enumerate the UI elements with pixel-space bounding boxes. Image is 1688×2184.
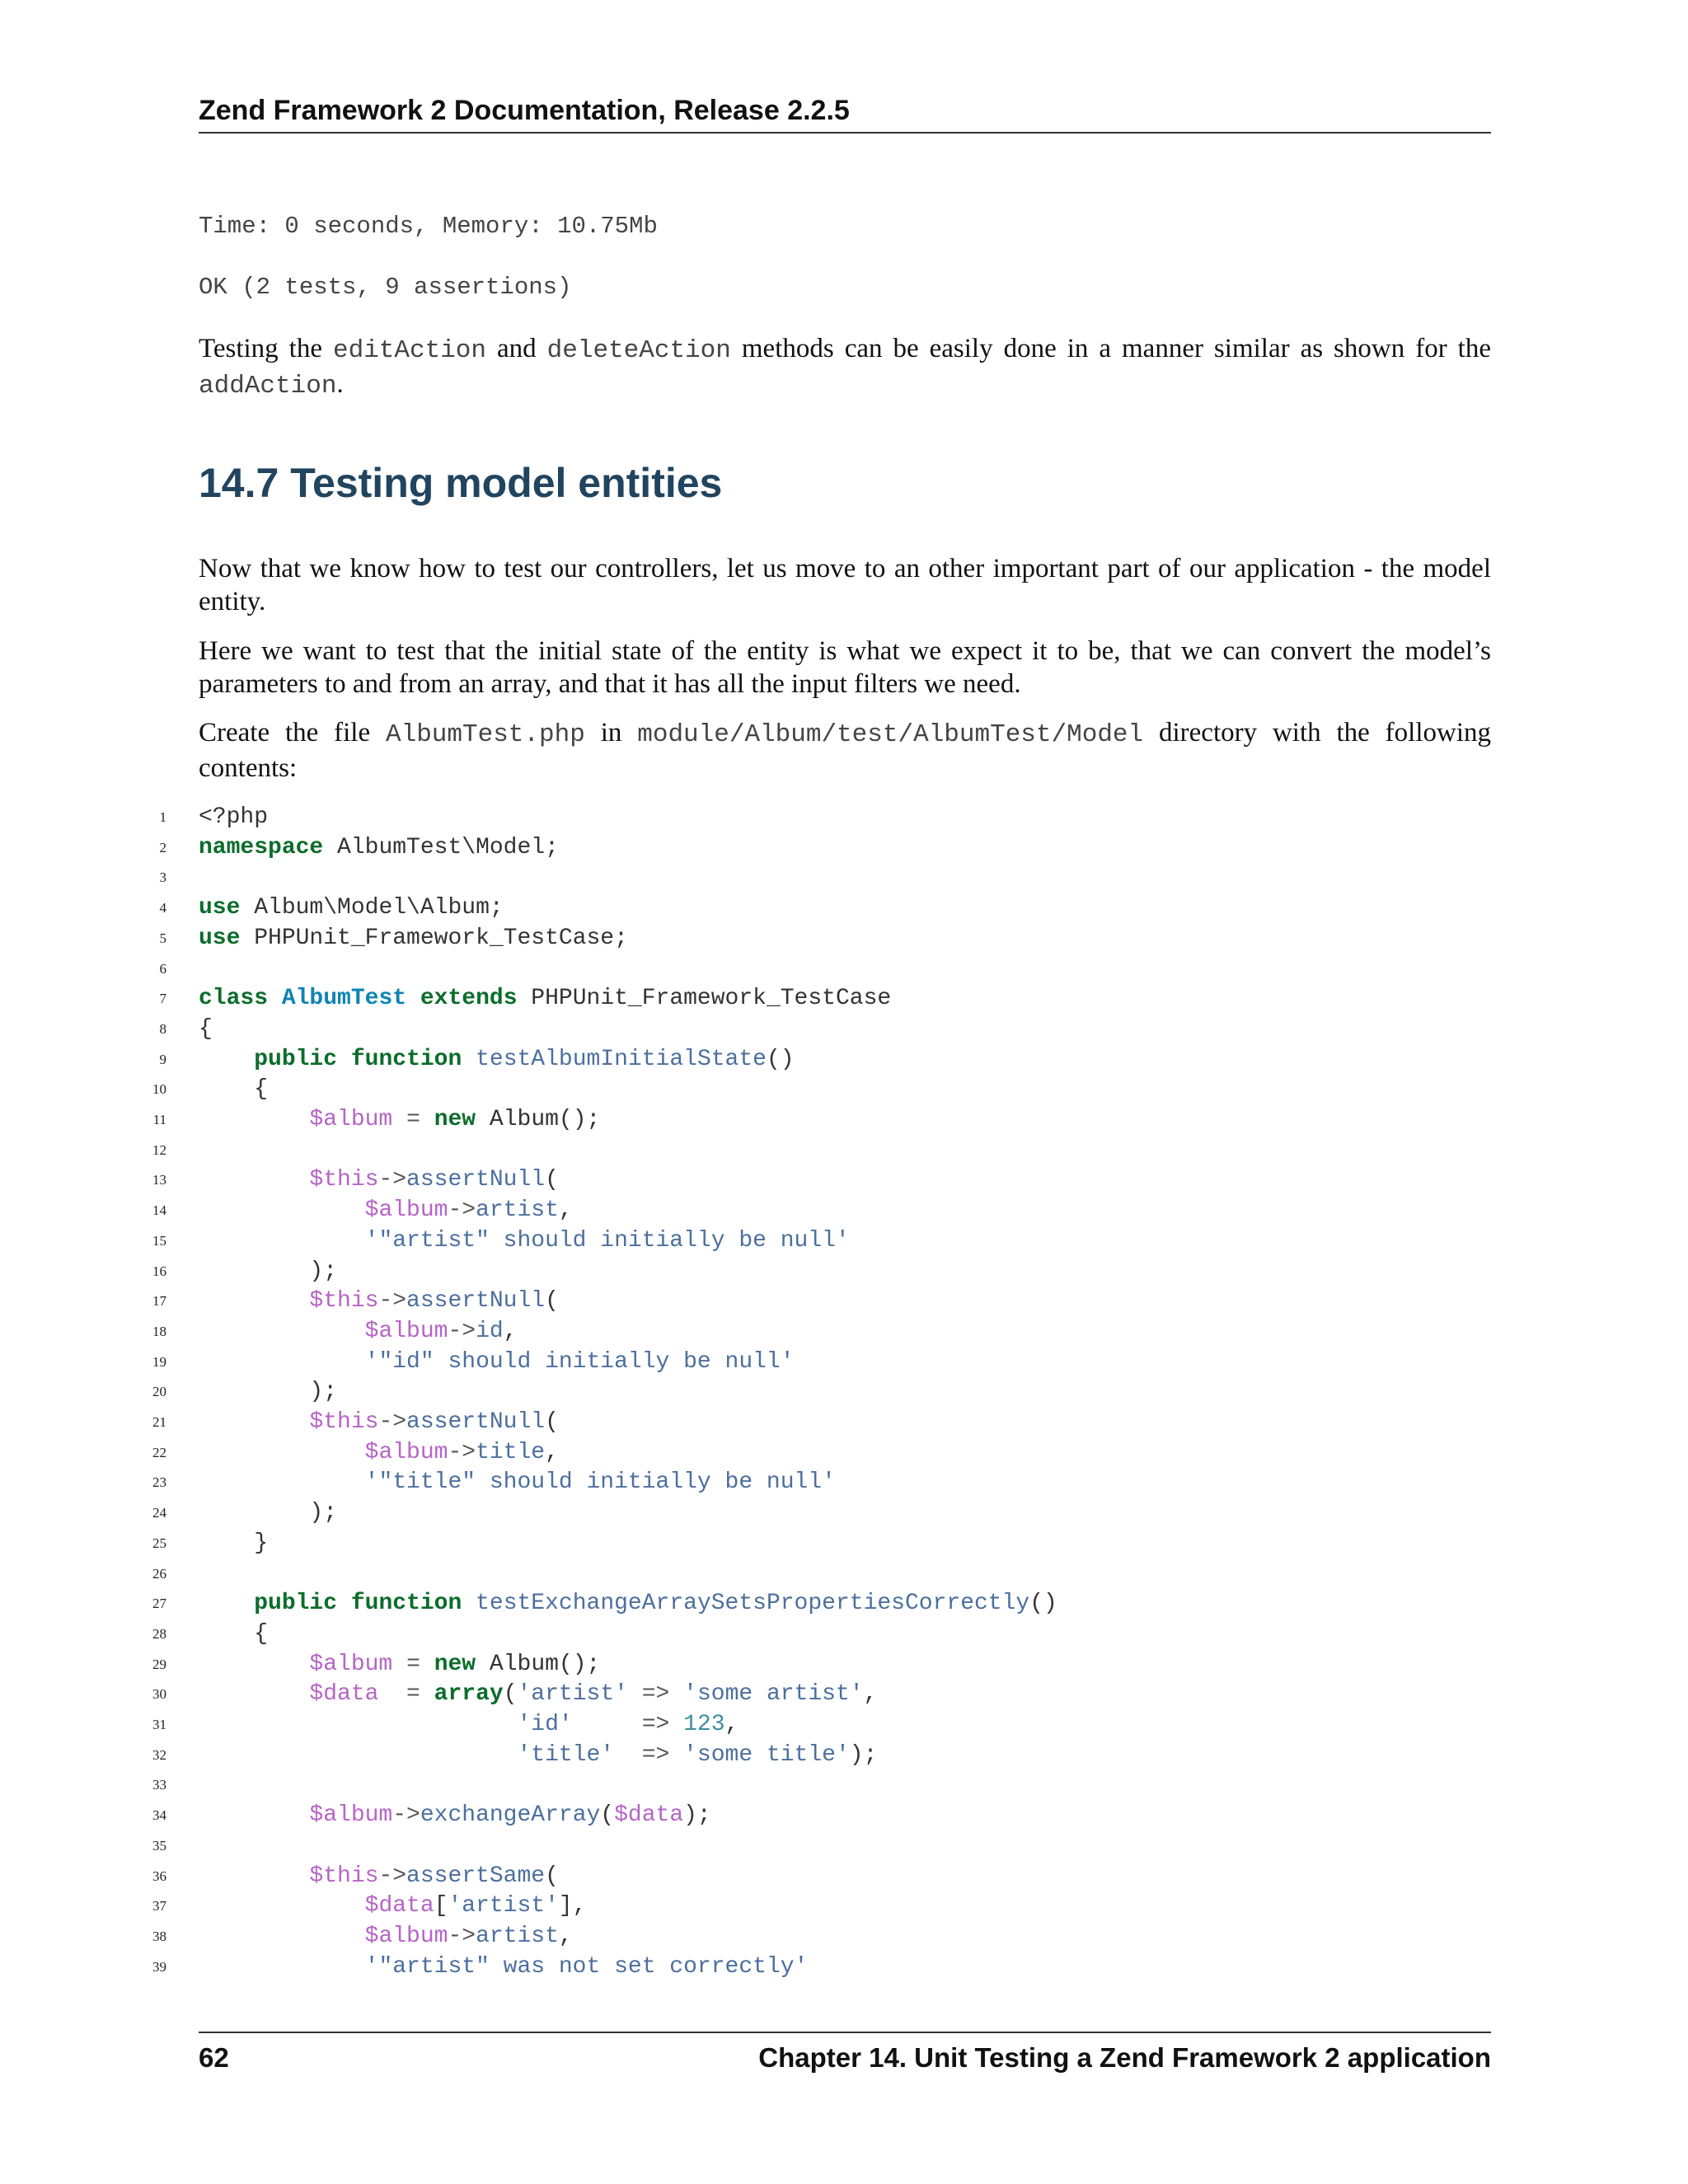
line-number: 36 bbox=[152, 1868, 166, 1884]
inline-code: AlbumTest.php bbox=[385, 720, 585, 749]
line-number: 1 bbox=[159, 809, 166, 825]
line-number: 3 bbox=[159, 869, 166, 886]
line-number: 32 bbox=[152, 1746, 166, 1763]
line-number: 18 bbox=[152, 1323, 166, 1339]
page-footer bbox=[199, 2032, 1491, 2076]
text-span: Create the file bbox=[199, 718, 386, 748]
line-number: 23 bbox=[152, 1474, 166, 1491]
text-span: and bbox=[486, 334, 547, 363]
line-number: 25 bbox=[152, 1535, 166, 1551]
line-number: 9 bbox=[159, 1051, 166, 1067]
code-text: $album = new Album(); bbox=[309, 1107, 601, 1132]
line-number: 38 bbox=[152, 1928, 166, 1944]
line-number: 27 bbox=[152, 1596, 166, 1612]
code-text: $album = new Album(); bbox=[309, 1651, 601, 1677]
code-text: '"title" should initially be null' bbox=[364, 1469, 836, 1496]
inline-code: module/Album/test/AlbumTest/Model bbox=[637, 720, 1144, 749]
line-number: 35 bbox=[152, 1837, 166, 1854]
running-header: Zend Framework 2 Documentation, Release 2.2.5 bbox=[199, 92, 1491, 134]
line-number: 10 bbox=[152, 1081, 166, 1098]
code-text: <?php bbox=[199, 804, 269, 830]
intro-paragraph bbox=[199, 332, 1491, 403]
line-number: 14 bbox=[152, 1202, 166, 1219]
line-number: 19 bbox=[152, 1353, 166, 1370]
code-text: { bbox=[199, 1076, 269, 1103]
code-text: } bbox=[199, 1530, 269, 1556]
inline-code: deleteAction bbox=[546, 336, 731, 365]
line-number: 34 bbox=[152, 1807, 166, 1824]
text-span: . bbox=[336, 369, 344, 399]
line-number: 24 bbox=[152, 1505, 166, 1521]
line-number: 2 bbox=[159, 839, 166, 855]
code-text: $album->id, bbox=[364, 1318, 518, 1344]
line-number: 5 bbox=[159, 930, 166, 946]
inline-code: editAction bbox=[332, 336, 487, 365]
code-text: $album->exchangeArray($data); bbox=[309, 1802, 711, 1829]
code-text: { bbox=[199, 1015, 213, 1042]
code-text: $this->assertNull( bbox=[309, 1409, 559, 1435]
body-paragraph: Here we want to test that the initial state of the entity is what we expect it to be, that we can convert the model’s parameters to and from an array, and that it has all the input filters we need. bbox=[199, 636, 1491, 699]
chapter-title: Chapter 14. Unit Testing a Zend Framework 2 application bbox=[758, 2042, 1491, 2073]
line-number: 22 bbox=[152, 1444, 166, 1460]
code-text: public function testAlbumInitialState() bbox=[254, 1046, 795, 1072]
line-number: 7 bbox=[159, 991, 166, 1007]
line-number: 28 bbox=[152, 1625, 166, 1642]
text-span: methods can be easily done in a manner similar as shown for the bbox=[730, 334, 1491, 363]
text-span: directory with the following contents: bbox=[199, 718, 1492, 783]
line-number: 33 bbox=[152, 1777, 166, 1793]
line-number: 15 bbox=[152, 1232, 166, 1249]
section-heading: 14.7 Testing model entities bbox=[199, 460, 723, 506]
code-text: namespace AlbumTest\Model; bbox=[199, 834, 559, 860]
code-text: $this->assertNull( bbox=[309, 1288, 559, 1315]
line-number: 11 bbox=[152, 1112, 166, 1127]
line-number: 17 bbox=[152, 1293, 166, 1310]
test-output-line: Time: 0 seconds, Memory: 10.75Mb bbox=[199, 213, 658, 240]
code-text: 'title' => 'some title'); bbox=[517, 1741, 878, 1768]
code-text: $this->assertNull( bbox=[309, 1167, 559, 1193]
code-text: public function testExchangeArraySetsPropertiesCorrectly() bbox=[254, 1591, 1057, 1617]
line-number: 37 bbox=[152, 1898, 166, 1915]
line-number: 26 bbox=[152, 1565, 166, 1582]
code-text: ); bbox=[199, 1258, 338, 1284]
line-number: 6 bbox=[159, 960, 166, 977]
line-number: 39 bbox=[152, 1958, 166, 1975]
code-text: $data['artist'], bbox=[364, 1893, 587, 1919]
line-number: 31 bbox=[152, 1717, 166, 1732]
code-text: class AlbumTest extends PHPUnit_Framework_TestCase bbox=[199, 986, 892, 1012]
line-number: 29 bbox=[152, 1656, 166, 1672]
line-number: 13 bbox=[152, 1172, 166, 1188]
body-paragraph bbox=[199, 716, 1491, 785]
code-text: $data = array('artist' => 'some artist', bbox=[309, 1681, 878, 1708]
text-span: Testing the bbox=[199, 334, 333, 363]
line-number: 12 bbox=[152, 1141, 166, 1158]
code-text: use PHPUnit_Framework_TestCase; bbox=[199, 925, 628, 951]
code-text: '"artist" should initially be null' bbox=[364, 1227, 850, 1254]
line-number: 20 bbox=[152, 1384, 166, 1400]
inline-code: addAction bbox=[199, 372, 337, 401]
line-number: 16 bbox=[152, 1263, 166, 1279]
code-text: ); bbox=[199, 1379, 338, 1405]
line-number: 21 bbox=[152, 1414, 166, 1430]
code-text: use Album\Model\Album; bbox=[199, 895, 504, 921]
page-number: 62 bbox=[199, 2042, 229, 2073]
line-number: 8 bbox=[159, 1020, 166, 1037]
code-text: 'id' => 123, bbox=[517, 1712, 739, 1737]
code-text: ); bbox=[199, 1500, 338, 1526]
code-text: { bbox=[199, 1620, 269, 1647]
code-text: '"artist" was not set correctly' bbox=[364, 1953, 809, 1980]
body-paragraph: Now that we know how to test our controllers, let us move to an other important part of our application - the model entity. bbox=[199, 554, 1491, 616]
code-text: '"id" should initially be null' bbox=[364, 1348, 795, 1375]
code-text: $this->assertSame( bbox=[309, 1863, 559, 1889]
code-text: $album->title, bbox=[364, 1439, 559, 1465]
code-text: $album->artist, bbox=[364, 1197, 573, 1224]
code-text: $album->artist, bbox=[364, 1923, 573, 1949]
line-number: 30 bbox=[152, 1686, 166, 1703]
test-output-line: OK (2 tests, 9 assertions) bbox=[199, 274, 572, 301]
line-number: 4 bbox=[159, 900, 166, 916]
text-span: in bbox=[584, 718, 638, 748]
